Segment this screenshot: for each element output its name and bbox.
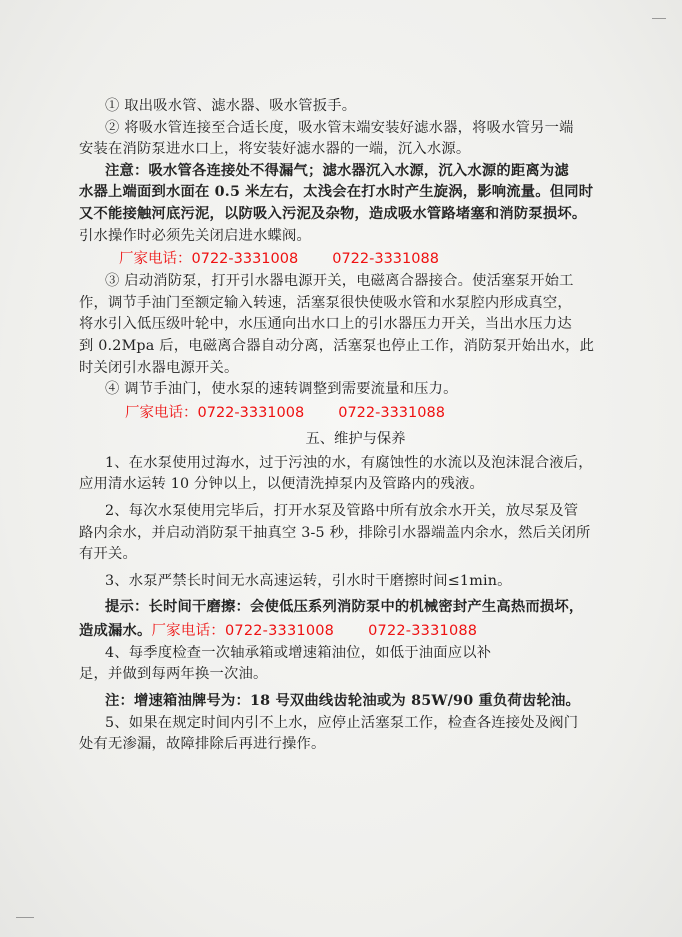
- scan-mark: [652, 18, 666, 19]
- section-heading: 五、维护与保养: [305, 430, 406, 447]
- note-line: 水器上端面到水面在 0.5 米左右，太浅会在打水时产生旋涡，影响流量。但同时: [79, 184, 594, 201]
- step-3-line: 作，调节手油门至额定输入转速，活塞泵很快使吸水管和水泵腔内形成真空，: [79, 294, 572, 311]
- maintenance-item-2: 路内余水，并启动消防泵干抽真空 3-5 秒，排除引水器端盖内余水，然后关闭所: [79, 524, 591, 541]
- note-line: 引水操作时必须先关闭启进水蝶阀。: [79, 227, 311, 244]
- phone-number-2: 0722-3331088: [338, 404, 445, 421]
- maintenance-item-1: 1、在水泵使用过海水，过于污浊的水，有腐蚀性的水流以及泡沫混合液后，: [105, 454, 593, 471]
- phone-label: 厂家电话：: [125, 404, 198, 421]
- maintenance-item-2: 2、每次水泵使用完毕后，打开水泵及管路中所有放余水开关，放尽泵及管: [105, 502, 579, 519]
- maintenance-item-4: 足，并做到每两年换一次油。: [79, 666, 268, 683]
- phone-number-1: 0722-3331008: [224, 622, 335, 639]
- phone-line: [119, 247, 613, 271]
- maintenance-item-5: 处有无渗漏，故障排除后再进行操作。: [79, 736, 326, 753]
- step-2-line-2: 安装在消防泵进水口上，将安装好滤水器的一端，沉入水源。: [79, 141, 471, 158]
- step-2-line-1: ② 将吸水管连接至合适长度，吸水管末端安装好滤水器，将吸水管另一端: [105, 119, 574, 136]
- phone-number-2: 0722-3331088: [368, 622, 478, 639]
- maintenance-item-4: 4、每季度检查一次轴承箱或增速箱油位，如低于油面应以补: [105, 644, 492, 661]
- tip-end: 造成漏水。: [79, 622, 152, 639]
- step-3-line: ③ 启动消防泵，打开引水器电源开关，电磁离合器接合。使活塞泵开始工: [105, 273, 574, 290]
- step-3-line: 到 0.2Mpa 后，电磁离合器自动分离，活塞泵也停止工作，消防泵开始出水，此: [79, 337, 595, 354]
- phone-number-1: 0722-3331008: [197, 404, 305, 421]
- step-1: ① 取出吸水管、滤水器、吸水管扳手。: [105, 98, 357, 114]
- scan-mark: [16, 917, 34, 918]
- phone-line: [125, 401, 613, 425]
- maintenance-item-3: 3、水泵严禁长时间无水高速运转，引水时干磨擦时间≤1min。: [105, 572, 512, 589]
- note-line: 又不能接触河底污泥，以防吸入污泥及杂物，造成吸水管路堵塞和消防泵损坏。: [79, 205, 587, 222]
- note-line: 注意：吸水管各连接处不得漏气；滤水器沉入水源，沉入水源的距离为滤: [105, 162, 569, 179]
- tip-line: [79, 619, 613, 643]
- document-body: [79, 96, 613, 756]
- phone-label: 厂家电话：: [151, 622, 225, 639]
- step-4: ④ 调节手油门，使水泵的速转调整到需要流量和压力。: [105, 381, 458, 398]
- phone-label: 厂家电话：: [119, 251, 192, 268]
- maintenance-item-2: 有开关。: [79, 546, 137, 563]
- tip-line: 提示：长时间干磨擦：会使低压系列消防泵中的机械密封产生高热而损坏，: [105, 599, 584, 616]
- oil-note: 注：增速箱油牌号为：18 号双曲线齿轮油或为 85W/90 重负荷齿轮油。: [105, 693, 581, 710]
- maintenance-item-5: 5、如果在规定时间内引不上水，应停止活塞泵工作，检查各连接处及阀门: [105, 714, 579, 731]
- step-3-line: 将水引入低压级叶轮中，水压通向出水口上的引水器压力开关，当出水压力达: [79, 316, 572, 333]
- step-3-line: 时关闭引水器电源开关。: [79, 359, 239, 376]
- phone-number-1: 0722-3331008: [191, 251, 299, 268]
- maintenance-item-1: 应用清水运转 10 分钟以上，以便清洗掉泵内及管路内的残液。: [79, 476, 484, 493]
- phone-number-2: 0722-3331088: [332, 251, 439, 268]
